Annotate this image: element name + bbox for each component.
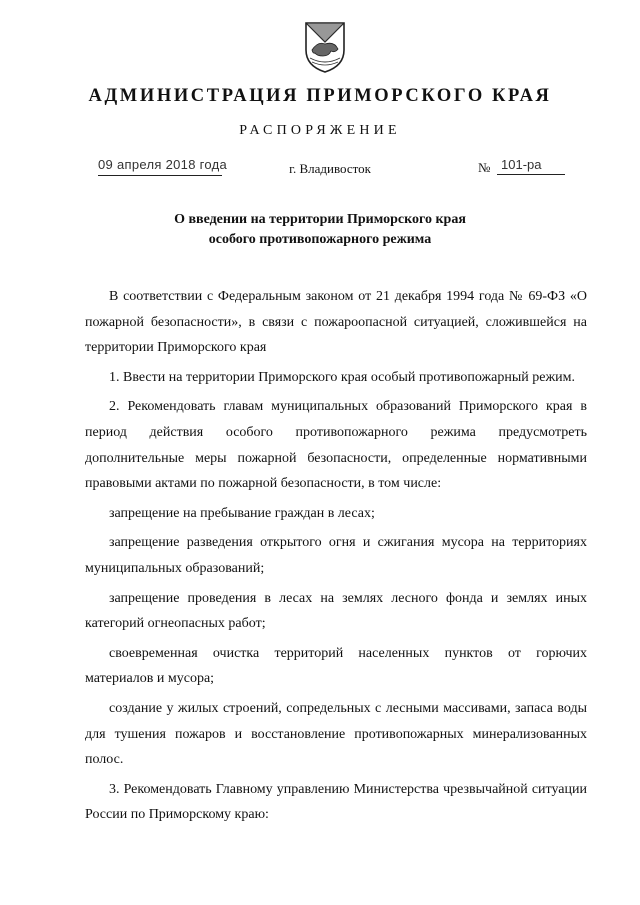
measure-item: своевременная очистка территорий населенных пунктов от горючих материалов и мусора; — [85, 645, 587, 687]
measure-item: запрещение проведения в лесах на землях лесного фонда и землях иных категорий огнеопасных работ; — [85, 590, 587, 632]
clause-1-paragraph: 1. Ввести на территории Приморского края особый противопожарный режим. — [109, 369, 575, 385]
subject-line-1: О введении на территории Приморского края — [174, 212, 466, 227]
subject-line-2: особого противопожарного режима — [208, 232, 432, 247]
document-number: 101-ра — [497, 157, 565, 175]
document-subject — [0, 210, 640, 250]
measure-item: создание у жилых строений, сопредельных с лесными массивами, запаса воды для тушения пожаров и восстановление противопожарных минерализованных полос. — [85, 700, 587, 768]
clause-2-paragraph: 2. Рекомендовать главам муниципальных образований Приморского края в период действия особого противопожарного режима предусмотреть дополнительные меры пожарной безопасности, определенные нормативными правовыми актами по пожарной безопасности, в том числе: — [85, 399, 587, 492]
document-city: г. Владивосток — [289, 161, 371, 176]
number-sign: № — [478, 160, 491, 175]
coat-of-arms-icon — [303, 20, 347, 74]
document-body — [85, 284, 587, 828]
measure-item: запрещение разведения открытого огня и сжигания мусора на территориях муниципальных образований; — [85, 535, 587, 576]
preamble-paragraph: В соответствии с Федеральным законом от 21 декабря 1994 года № 69-ФЗ «О пожарной безопасности», в связи с пожароопасной ситуацией, сложившейся на территории Приморского края — [85, 289, 587, 356]
clause-3-paragraph: 3. Рекомендовать Главному управлению Министерства чрезвычайной ситуации России по Приморскому краю: — [85, 781, 587, 823]
document-date: 09 апреля 2018 года — [98, 157, 222, 176]
organization-title: АДМИНИСТРАЦИЯ ПРИМОРСКОГО КРАЯ — [88, 86, 552, 106]
document-type: РАСПОРЯЖЕНИЕ — [239, 123, 401, 138]
measure-item: запрещение на пребывание граждан в лесах; — [109, 505, 375, 521]
